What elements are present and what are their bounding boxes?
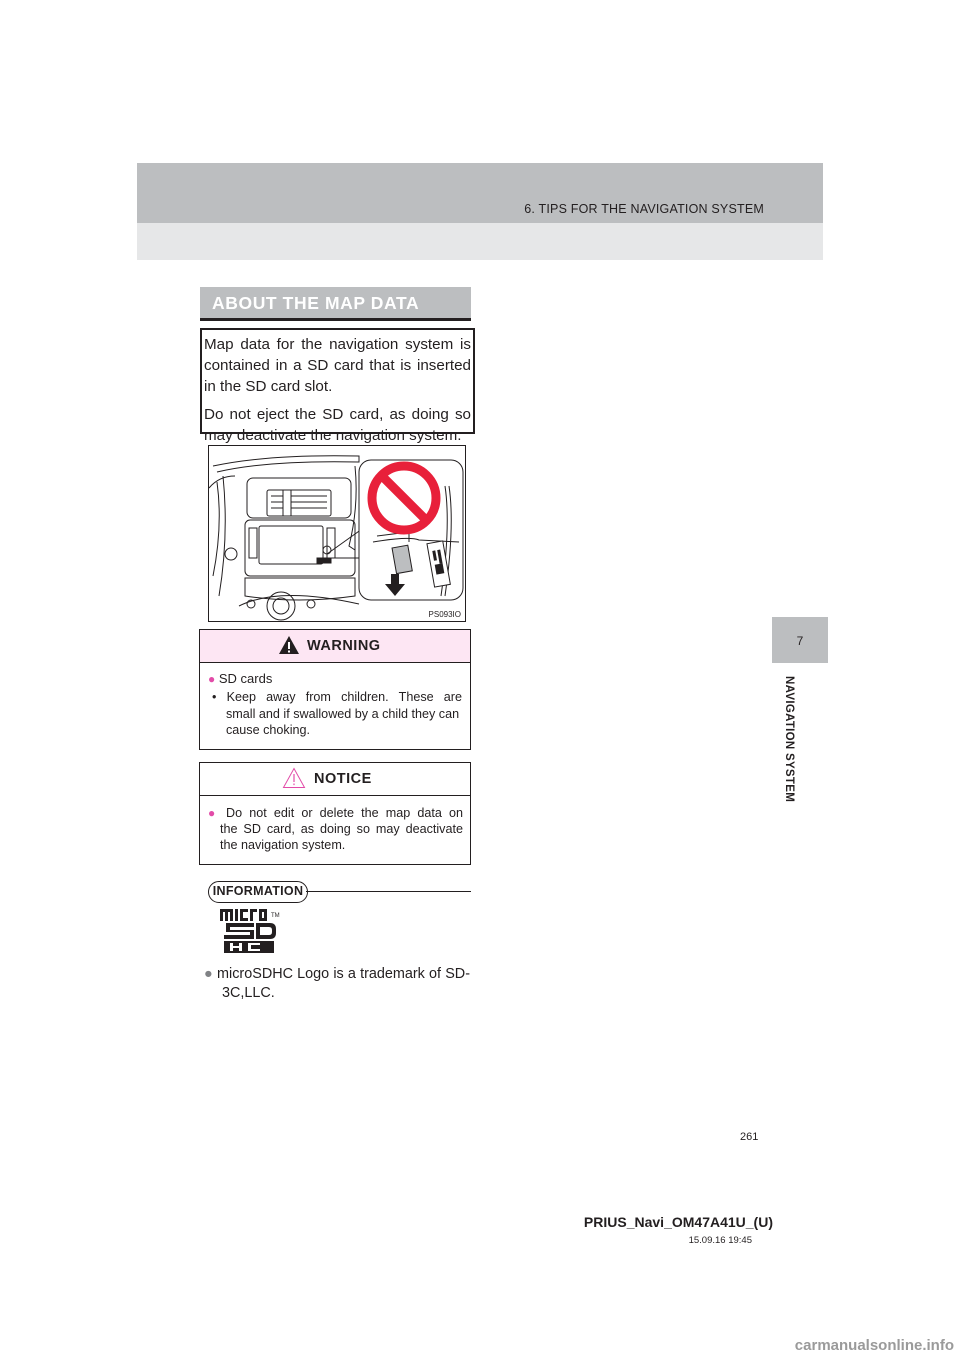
notice-triangle-icon	[282, 767, 306, 789]
notice-second-line: the SD card, as doing so may deactivate	[220, 822, 463, 836]
bullet-dot-icon: ●	[208, 672, 216, 686]
section-heading	[200, 287, 471, 321]
footer-document-id: PRIUS_Navi_OM47A41U_(U)	[583, 1214, 773, 1230]
page-number: 261	[740, 1131, 759, 1143]
running-header-title: 6. TIPS FOR THE NAVIGATION SYSTEM	[524, 202, 764, 216]
intro-paragraph: Map data for the navigation system is contained in a SD card that is inserted in the SD card slot.	[204, 336, 471, 395]
information-title: INFORMATION	[212, 884, 304, 898]
warning-subitem-first-line: • Keep away from children. These are	[212, 690, 462, 704]
svg-text:TM: TM	[271, 913, 280, 919]
information-body	[204, 965, 470, 1003]
warning-triangle-icon	[278, 635, 300, 655]
information-line	[204, 965, 470, 984]
notice-third-line: the navigation system.	[220, 838, 346, 852]
information-label	[208, 881, 308, 903]
warning-box	[199, 629, 471, 750]
warning-title: WARNING	[307, 638, 381, 654]
footer-timestamp: 15.09.16 19:45	[688, 1235, 752, 1246]
dashboard-illustration	[208, 445, 466, 622]
header-subband	[137, 223, 823, 260]
watermark: carmanualsonline.info	[794, 1337, 954, 1354]
notice-box	[199, 762, 471, 865]
chapter-tab	[772, 617, 828, 663]
intro-box	[200, 328, 475, 444]
notice-title: NOTICE	[314, 771, 372, 787]
notice-first-line: Do not edit or delete the map data on	[226, 806, 464, 820]
information-rule	[306, 891, 471, 892]
warning-subitem	[212, 689, 462, 739]
figure-code: PS093IO	[428, 610, 461, 619]
section-title: ABOUT THE MAP DATA	[212, 293, 420, 313]
information-second-line: 3C,LLC.	[222, 985, 275, 1001]
warning-header	[200, 630, 470, 663]
intro-paragraph: Do not eject the SD card, as doing so may deactivate the navigation system.	[204, 406, 471, 444]
notice-body	[208, 805, 463, 853]
chapter-side-label	[783, 676, 803, 806]
warning-subitem-rest: small and if swallowed by a child they can cause choking.	[226, 706, 460, 737]
chapter-number: 7	[796, 634, 804, 648]
notice-header	[200, 763, 470, 796]
information-first-line: microSDHC Logo is a trademark of SD-	[217, 966, 470, 982]
microsdhc-logo	[218, 907, 280, 955]
bullet-dot-icon: ●	[208, 806, 219, 820]
dashboard-drawing	[209, 446, 465, 621]
notice-line	[208, 805, 463, 821]
bullet-dot-icon: ●	[204, 966, 213, 982]
chapter-label: NAVIGATION SYSTEM	[783, 676, 795, 803]
warning-bullet	[208, 671, 272, 686]
warning-bullet-text: SD cards	[218, 671, 273, 686]
